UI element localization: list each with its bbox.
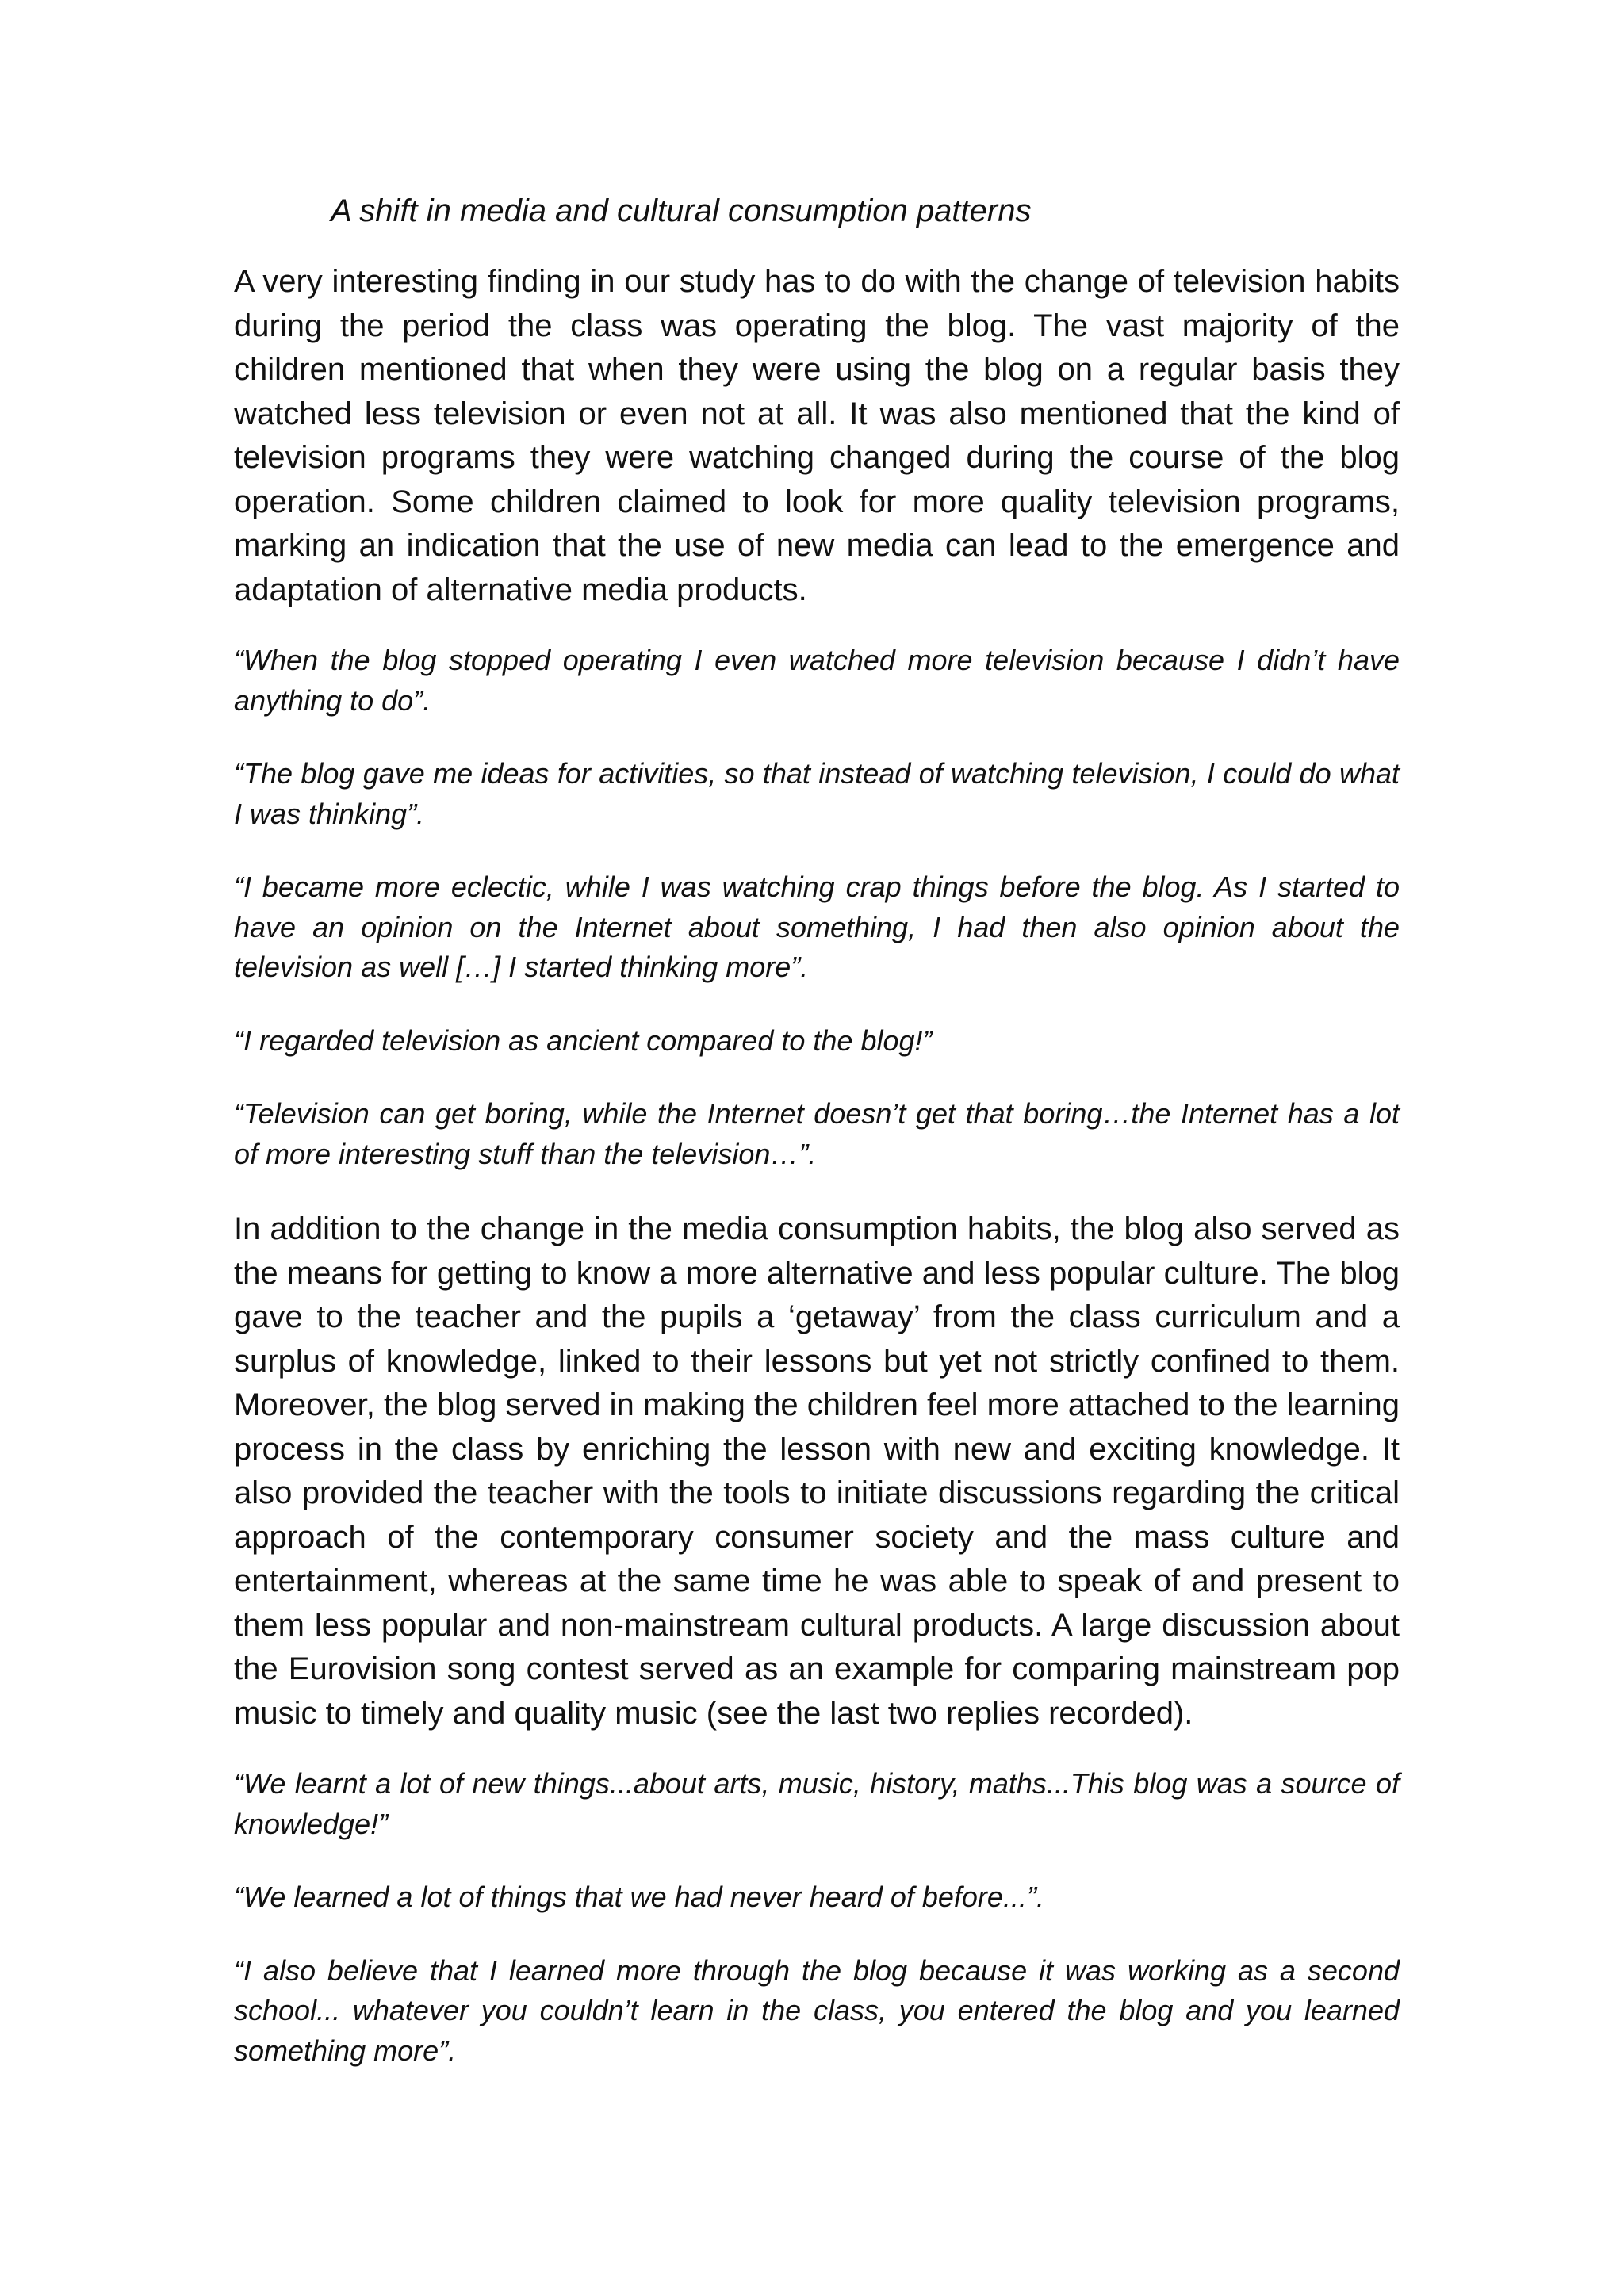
quote-1: “When the blog stopped operating I even watched more television because I didn’t have anything to do”. [234, 644, 1400, 717]
section-heading: A shift in media and cultural consumption patterns [331, 193, 1032, 228]
quote-6: “We learnt a lot of new things...about arts, music, history, maths...This blog was a source of knowledge!” [234, 1767, 1400, 1840]
quote-3: “I became more eclectic, while I was watching crap things before the blog. As I started to have an opinion on the Internet about something, I had then also opinion about the television as well […] I started thinking more”. [234, 871, 1400, 983]
quote-4: “I regarded television as ancient compared to the blog!” [234, 1024, 933, 1057]
quote-5: “Television can get boring, while the Internet doesn’t get that boring…the Internet has a lot of more interesting stuff than the television…”. [234, 1097, 1400, 1170]
quote-7: “We learned a lot of things that we had never heard of before...”. [234, 1881, 1044, 1913]
body-paragraph-1: A very interesting finding in our study has to do with the change of television habits during the period the class was operating the blog. The vast majority of the children mentioned that when they were using the blog on a regular basis they watched less television or even not at all. It was also mentioned that the kind of television programs they were watching changed during the course of the blog operation. Some children claimed to look for more quality television programs, marking an indication that the use of new media can lead to the emergence and adaptation of alternative media products. [234, 264, 1400, 607]
document-page [234, 189, 1400, 2104]
quote-8: “I also believe that I learned more through the blog because it was working as a second school... whatever you couldn’t learn in the class, you entered the blog and you learned something more”. [234, 1954, 1400, 2067]
quote-2: “The blog gave me ideas for activities, so that instead of watching television, I could do what I was thinking”. [234, 757, 1400, 830]
body-paragraph-2: In addition to the change in the media consumption habits, the blog also served as the means for getting to know a more alternative and less popular culture. The blog gave to the teacher and the pupils a ‘getaway’ from the class curriculum and a surplus of knowledge, linked to their lessons but yet not strictly confined to them. Moreover, the blog served in making the children feel more attached to the learning process in the class by enriching the lesson with new and exciting knowledge. It also provided the teacher with the tools to initiate discussions regarding the critical approach of the contemporary consumer society and the mass culture and entertainment, whereas at the same time he was able to speak of and present to them less popular and non-mainstream cultural products. A large discussion about the Eurovision song contest served as an example for comparing mainstream pop music to timely and quality music (see the last two replies recorded). [234, 1211, 1400, 1731]
